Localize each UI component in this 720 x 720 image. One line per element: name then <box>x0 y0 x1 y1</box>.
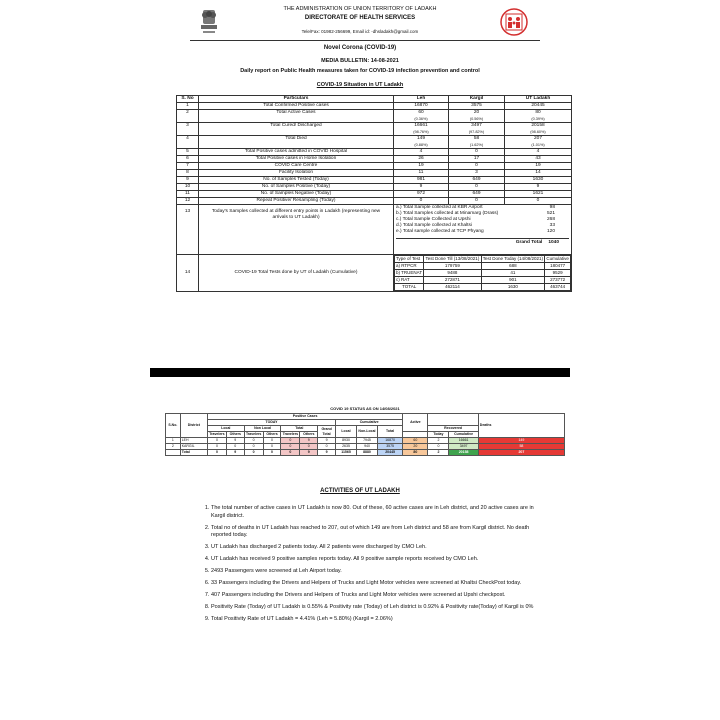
cell: 0 <box>428 444 449 450</box>
row-sno: 9 <box>177 177 199 184</box>
row-leh: 972 <box>394 191 449 198</box>
cell: 3575 <box>377 444 402 450</box>
activity-item: 5. 2493 Passengers were screened at Leh Airport today. <box>211 568 541 576</box>
col-leh: Leh <box>394 96 449 103</box>
col-positive-cases: Positive Cases <box>207 414 402 420</box>
col-non-local: Non Local <box>244 426 281 432</box>
value: 60 <box>418 110 424 115</box>
row-ut: 4 <box>505 149 572 156</box>
entry-point-value: 120 <box>546 229 555 234</box>
row-label: COVID-19 Total Tests done by UT of Ladakh (Cumulative) <box>199 255 394 292</box>
row-ut: 1621 <box>505 191 572 198</box>
col-sub: Others <box>226 432 244 438</box>
col-ut: UT Ladakh <box>505 96 572 103</box>
row-leh <box>394 123 449 136</box>
row-label: Total Positive cases admitted in COVID Hospital <box>199 149 394 156</box>
row-leh <box>394 136 449 149</box>
entry-point-text: b.) Total Samples collected at Minamarg (Drass) <box>396 211 499 216</box>
row-label: Total Died <box>199 136 394 149</box>
row-leh: 26 <box>394 156 449 163</box>
tests-type: c) RAT <box>395 277 424 284</box>
entry-point-item <box>396 229 569 235</box>
percent: (98.76%) <box>413 130 429 134</box>
row-label: Total Cured/ Discharged <box>199 123 394 136</box>
col-sub: Travelers <box>209 432 225 436</box>
percent: (98.60%) <box>530 130 546 134</box>
tests-row <box>395 277 571 284</box>
cell: 9 <box>226 450 244 456</box>
value: 149 <box>416 136 425 141</box>
table-row <box>177 136 572 149</box>
cell: 207 <box>478 450 564 456</box>
percent: (0.56%) <box>469 117 484 121</box>
row-kargil: 3 <box>449 170 505 177</box>
col-kargil: Kargil <box>449 96 505 103</box>
col-sno: S. No <box>177 96 199 103</box>
percent: (0.88%) <box>414 143 428 147</box>
table-row <box>177 149 572 156</box>
col-rec-today: Today <box>428 432 449 438</box>
situation-title: COVID-19 Situation in UT Ladakh <box>316 82 404 88</box>
cell: 3497 <box>449 444 478 450</box>
cell: 9 <box>318 450 336 456</box>
row-sno: 4 <box>177 136 199 149</box>
value: 80 <box>535 110 541 115</box>
cell: 7945 <box>357 438 378 444</box>
cell: 0 <box>281 444 300 450</box>
cell: 0 <box>244 438 263 444</box>
emblem-logo <box>197 8 221 38</box>
tests-value: 273772 <box>545 277 571 284</box>
col-rec-cum: Cumulative <box>449 432 478 438</box>
tests-cell <box>394 255 572 292</box>
col-deaths: Deaths <box>478 414 564 438</box>
col-grand-total: Grand Total <box>318 426 336 438</box>
nhm-logo <box>500 8 528 36</box>
entry-point-text: c.) Total Sample Collected at Upshi <box>396 217 471 222</box>
table-row <box>177 156 572 163</box>
row-ut: 19 <box>505 163 572 170</box>
tests-value: 9488 <box>424 270 481 277</box>
row-kargil: 0 <box>449 163 505 170</box>
percent: (0.36%) <box>414 117 428 121</box>
cell <box>166 450 181 456</box>
row-kargil: 649 <box>449 177 505 184</box>
tests-row <box>395 284 571 291</box>
cell: 16661 <box>449 438 478 444</box>
row-leh: 11 <box>394 170 449 177</box>
percent: (97.82%) <box>468 130 485 134</box>
row-label: No. of Samples Tested (Today) <box>199 177 394 184</box>
col-total: Total <box>281 426 318 432</box>
status-total-row <box>166 450 565 456</box>
value: 16661 <box>414 123 428 128</box>
col-active: Active <box>403 414 428 432</box>
cell-district: Total <box>180 450 207 456</box>
activity-item: 1. The total number of active cases in UT Ladakh is now 80. Out of these, 60 active cases are in Leh district, and 20 active cases are in Kargil district. <box>211 505 541 520</box>
table-row <box>177 163 572 170</box>
col-cum-local: Local <box>336 426 357 438</box>
header-directorate: DIRECTORATE OF HEALTH SERVICES <box>304 15 416 21</box>
row-ut <box>505 123 572 136</box>
cell: 1 <box>166 438 181 444</box>
row-sno: 12 <box>177 198 199 205</box>
table-row-cumulative-tests <box>177 255 572 292</box>
cell: 20158 <box>449 450 478 456</box>
header-divider <box>190 40 540 41</box>
entry-points-list <box>394 205 572 255</box>
row-leh: 19 <box>394 163 449 170</box>
activity-item: 6. 33 Passengers including the Drivers and Helpers of Trucks and Light Motor vehicles were screened at Khaltsi CheckPost today. <box>211 580 541 588</box>
cell: 9 <box>226 438 244 444</box>
row-label: Repeat Positive/ Resampling (Today) <box>199 198 394 205</box>
row-sno: 1 <box>177 103 199 110</box>
cell: 940 <box>357 444 378 450</box>
cell: 8880 <box>357 450 378 456</box>
cell: 60 <box>403 438 428 444</box>
cell: 9 <box>300 450 318 456</box>
row-sno: 11 <box>177 191 199 198</box>
tests-row <box>395 263 571 270</box>
tests-head: Type of Test <box>395 256 424 263</box>
row-ut: 1630 <box>505 177 572 184</box>
entry-point-text: a.) Total Sample collected at KBR Airport <box>396 205 483 210</box>
table-row <box>177 177 572 184</box>
tests-value: 463744 <box>545 284 571 291</box>
row-kargil: 0 <box>449 149 505 156</box>
bulletin-subtitle: Daily report on Public Health measures taken for COVID-19 infection prevention and control <box>240 68 480 74</box>
col-cumulative: Cumulative <box>336 420 403 426</box>
entry-point-text: e.) Total sample collected at TCP Phyang <box>396 229 484 234</box>
cell: 20 <box>403 444 428 450</box>
table-row <box>177 110 572 123</box>
row-sno: 8 <box>177 170 199 177</box>
cell: 0 <box>207 444 226 450</box>
cell: 0 <box>207 450 226 456</box>
row-label: No. of Samples Positive (Today) <box>199 184 394 191</box>
tests-value: 462114 <box>424 284 481 291</box>
entry-point-value: 33 <box>549 223 555 228</box>
row-label: COVID Care Centre <box>199 163 394 170</box>
entry-point-value: 268 <box>546 217 555 222</box>
tests-type: TOTAL <box>395 284 424 291</box>
row-leh: 981 <box>394 177 449 184</box>
row-sno: 10 <box>177 184 199 191</box>
situation-table <box>176 95 572 292</box>
tests-value: 9529 <box>545 270 571 277</box>
cell-district: KARGIL <box>180 444 207 450</box>
cell: 0 <box>244 444 263 450</box>
row-sno: 3 <box>177 123 199 136</box>
tests-value: 1630 <box>481 284 545 291</box>
grand-total-value: 1040 <box>548 240 559 245</box>
activities-title: ACTIVITIES OF UT LADAKH <box>320 488 400 494</box>
table-row <box>177 184 572 191</box>
row-leh: 16870 <box>394 103 449 110</box>
cell-district: LEH <box>180 438 207 444</box>
value: 3497 <box>471 123 482 128</box>
tests-head: Cumulative <box>546 256 569 261</box>
col-sno: S.No. <box>166 414 181 438</box>
cell: 2 <box>166 444 181 450</box>
row-sno: 5 <box>177 149 199 156</box>
entry-point-value: 521 <box>546 211 555 216</box>
activity-item: 9. Total Positivity Rate of UT Ladakh = 4.41% (Leh = 5.80%) (Kargil = 2.06%) <box>211 616 541 624</box>
table-row <box>177 198 572 205</box>
row-ut: 14 <box>505 170 572 177</box>
entry-point-value: 98 <box>549 205 555 210</box>
percent: (0.39%) <box>531 117 545 121</box>
table-row-entry-points <box>177 205 572 255</box>
tests-type: b) TRUENAT <box>396 270 423 275</box>
col-sub: Others <box>300 432 318 438</box>
cell: 58 <box>478 444 564 450</box>
cell: 0 <box>244 450 263 456</box>
entry-point-text: d.) Total Sample collected at Khaltsi <box>396 223 472 228</box>
percent: (1.62%) <box>469 143 484 147</box>
percent: (1.01%) <box>531 143 545 147</box>
tests-value: 180477 <box>545 263 571 270</box>
row-label: Today's Samples collected at different entry points in Ladakh (representing new arrivals to UT Ladakh) <box>199 205 394 255</box>
row-label: Total Positive cases in Home Isolation <box>199 156 394 163</box>
row-ut: 43 <box>505 156 572 163</box>
row-ut: 0 <box>505 198 572 205</box>
col-sub: Travelers <box>245 432 262 436</box>
status-table <box>165 413 565 456</box>
row-sno: 7 <box>177 163 199 170</box>
row-leh: 4 <box>394 149 449 156</box>
cell: 0 <box>207 438 226 444</box>
tests-value: 41 <box>481 270 545 277</box>
tests-value: 272871 <box>424 277 481 284</box>
cell: 2635 <box>336 444 357 450</box>
tests-value: 688 <box>481 263 545 270</box>
cell: 2 <box>428 450 449 456</box>
tests-value: 179759 <box>424 263 481 270</box>
row-label: Total Active Cases <box>199 110 394 123</box>
black-separator-band <box>150 368 570 377</box>
cell: 20445 <box>377 450 402 456</box>
cell: 0 <box>281 438 300 444</box>
cell: 0 <box>300 444 318 450</box>
activity-item: 3. UT Ladakh has discharged 2 patients today. All 2 patients were discharged by CMO Leh. <box>211 544 541 552</box>
tests-row <box>395 270 571 277</box>
tests-head: Test Done Today (14/08/2021) <box>482 256 543 261</box>
col-sub: Others <box>263 432 281 438</box>
cell: 0 <box>263 450 281 456</box>
table-row <box>177 191 572 198</box>
situation-header-row <box>177 96 572 103</box>
value: 58 <box>473 136 480 141</box>
col-district: District <box>180 414 207 438</box>
col-recovered-spacer <box>428 414 478 426</box>
tests-value: 901 <box>481 277 545 284</box>
cell: 0 <box>318 444 336 450</box>
tests-head: Test Done Till (13/08/2021) <box>425 256 480 261</box>
tests-table <box>394 255 571 291</box>
table-row <box>177 170 572 177</box>
row-ut: 9 <box>505 184 572 191</box>
col-cum-non-local: Non-Local <box>357 426 378 438</box>
row-ut <box>505 136 572 149</box>
header-line1: THE ADMINISTRATION OF UNION TERRITORY OF LADAKH <box>283 6 437 12</box>
row-sno: 14 <box>177 255 199 292</box>
tests-type: a) RTPCR <box>395 263 424 270</box>
row-label: No. of Samples Negative (Today) <box>199 191 394 198</box>
cell: 16870 <box>377 438 402 444</box>
row-kargil <box>449 136 505 149</box>
cell: 0 <box>226 444 244 450</box>
cell: 11565 <box>336 450 357 456</box>
row-sno: 6 <box>177 156 199 163</box>
cell: 0 <box>281 450 300 456</box>
grand-total-label: Grand Total <box>515 240 543 245</box>
value: 20158 <box>531 123 545 128</box>
cell: 9 <box>300 438 318 444</box>
row-ut <box>505 110 572 123</box>
row-sno: 2 <box>177 110 199 123</box>
col-today: TODAY <box>207 420 335 426</box>
col-local: Local <box>207 426 244 432</box>
cell: 9 <box>318 438 336 444</box>
row-kargil: 3575 <box>449 103 505 110</box>
bulletin-date: MEDIA BULLETIN: 14-08-2021 <box>321 58 399 64</box>
activities-list <box>200 505 541 628</box>
row-leh: 0 <box>394 198 449 205</box>
row-label: Total Confirmed Positive cases <box>199 103 394 110</box>
row-leh: 9 <box>394 184 449 191</box>
activity-item: 8. Positivity Rate (Today) of UT Ladakh is 0.55% & Positivity rate (Today) of Leh district is 0.92% & Positivity rate(Today) of Kargil is 0% <box>211 604 541 612</box>
header-contact: Tele/Fax: 01982-256699, Email id: -dhsladakh@gmail.com <box>301 29 419 34</box>
bulletin-title: Novel Corona (COVID-19) <box>323 45 397 51</box>
value: 207 <box>533 136 542 141</box>
cell: 8930 <box>336 438 357 444</box>
activity-item: 4. UT Ladakh has received 9 positive samples reports today. All 9 positive sample reports received by CMO Leh. <box>211 556 541 564</box>
status-title: COVID 19 STATUS AS ON 14/08/2021 <box>330 406 400 411</box>
cell: 0 <box>263 438 281 444</box>
table-row <box>177 123 572 136</box>
row-label: Facility Isolation <box>199 170 394 177</box>
row-kargil: 649 <box>449 191 505 198</box>
table-row <box>177 103 572 110</box>
status-section <box>165 406 565 456</box>
tests-header-row <box>395 256 571 263</box>
row-kargil: 0 <box>449 184 505 191</box>
col-sub: Travelers <box>282 432 299 436</box>
cell: 149 <box>478 438 564 444</box>
row-kargil: 0 <box>449 198 505 205</box>
activity-item: 7. 407 Passengers including the Drivers and Helpers of Trucks and Light Motor vehicles were screened at Upshi checkpost. <box>211 592 541 600</box>
row-ut: 20445 <box>505 103 572 110</box>
col-particulars: Particulars <box>199 96 394 103</box>
grand-total-line <box>396 238 569 246</box>
row-sno: 13 <box>177 205 199 255</box>
cell: 2 <box>428 438 449 444</box>
activity-item: 2. Total no of deaths in UT Ladakh has reached to 207, out of which 149 are from Leh district and 58 are from Kargil district. No death reported today. <box>211 525 541 540</box>
cell: 0 <box>263 444 281 450</box>
cell: 80 <box>403 450 428 456</box>
value: 20 <box>473 110 480 115</box>
row-kargil <box>449 123 505 136</box>
row-kargil <box>449 110 505 123</box>
row-kargil: 17 <box>449 156 505 163</box>
col-cum-total: Total <box>377 426 402 438</box>
col-recovered: Recovered <box>428 426 478 432</box>
row-leh <box>394 110 449 123</box>
